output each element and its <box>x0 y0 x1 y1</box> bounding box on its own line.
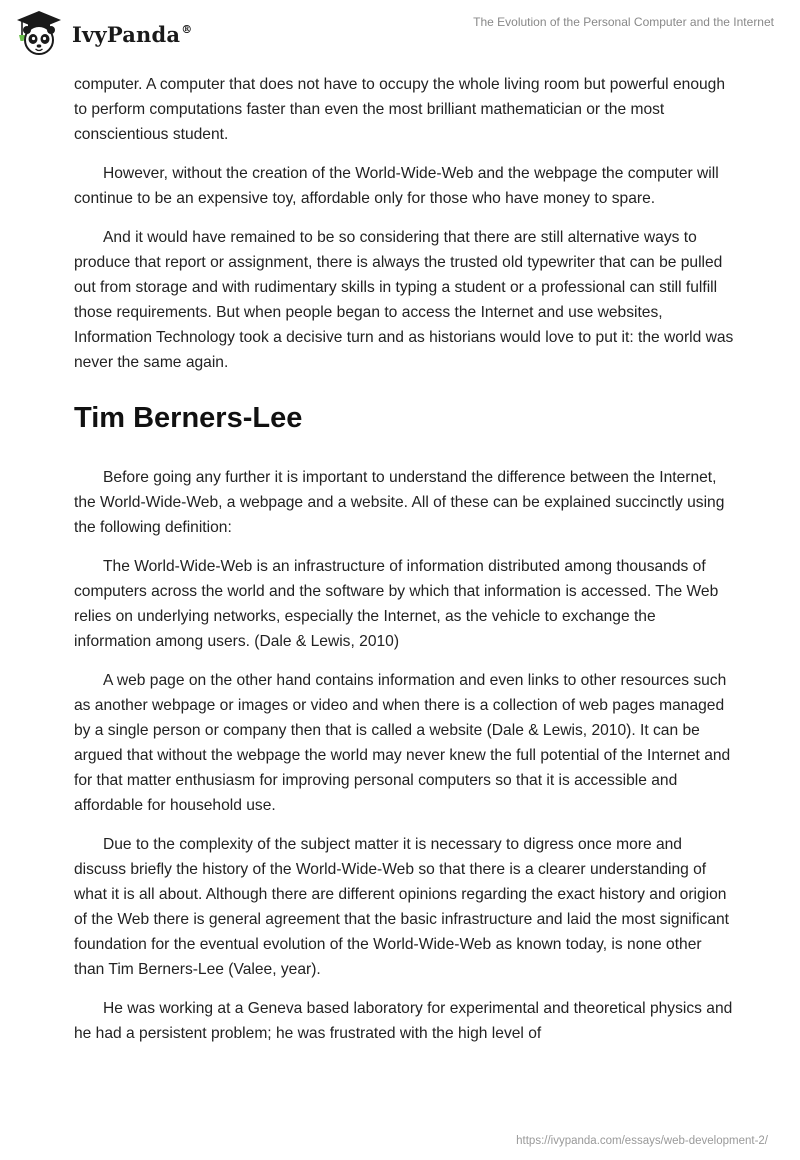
document-title: The Evolution of the Personal Computer and the Internet <box>473 15 774 29</box>
section-heading: Tim Berners-Lee <box>74 402 303 434</box>
page-header <box>0 0 800 70</box>
panda-graduate-icon <box>14 8 64 58</box>
paragraph-7: Due to the complexity of the subject matter it is necessary to digress once more and discuss briefly the history of the World-Wide-Web so that there is a clearer understanding of what it is all about. Although there are different opinions regarding the exact history and origion of the Web there is general agreement that the basic infrastructure and laid the most significant foundation for the eventual evolution of the World-Wide-Web as known today, is none other than Tim Berners-Lee (Valee, year). <box>74 836 730 978</box>
paragraph-2: However, without the creation of the World-Wide-Web and the webpage the computer will continue to be an expensive toy, affordable only for those who have money to spare. <box>74 165 719 207</box>
ivypanda-logo[interactable] <box>14 8 192 58</box>
paragraph-1: computer. A computer that does not have to occupy the whole living room but powerful enough to perform computations faster than even the most brilliant mathematician or the most conscientious student. <box>74 76 726 143</box>
paragraph-4: Before going any further it is important to understand the difference between the Internet, the World-Wide-Web, a webpage and a website. All of these can be explained succinctly using the following definition: <box>74 469 725 536</box>
logo-text: IvyPanda <box>72 21 181 47</box>
logo-registered-mark: ® <box>181 22 193 36</box>
footer-source-url[interactable]: https://ivypanda.com/essays/web-development-2/ <box>516 1135 768 1147</box>
paragraph-6: A web page on the other hand contains information and even links to other resources such as another webpage or images or video and when there is a collection of web pages managed by a single person or company then that is called a website (Dale & Lewis, 2010). It can be argued that without the webpage the world may never knew the full potential of the Internet and for that matter enthusiasm for improving personal computers so that it is accessible and affordable for household use. <box>74 672 731 814</box>
paragraph-3: And it would have remained to be so considering that there are still alternative ways to produce that report or assignment, there is always the trusted old typewriter that can be pulled out from storage and with rudimentary skills in typing a student or a professional can still fulfill those requirements. But when people began to access the Internet and use websites, Information Technology took a decisive turn and as historians would love to put it: the world was never the same again. <box>74 229 734 371</box>
logo-wordmark <box>72 22 192 47</box>
paragraph-8: He was working at a Geneva based laboratory for experimental and theoretical physics and he had a persistent problem; he was frustrated with the high level of <box>74 1000 733 1042</box>
essay-content <box>74 72 734 1060</box>
paragraph-5-quote: The World-Wide-Web is an infrastructure of information distributed among thousands of computers across the world and the software by which that information is accessed. The Web relies on underlying networks, especially the Internet, as the vehicle to exchange the information among users. (Dale & Lewis, 2010) <box>74 558 719 650</box>
